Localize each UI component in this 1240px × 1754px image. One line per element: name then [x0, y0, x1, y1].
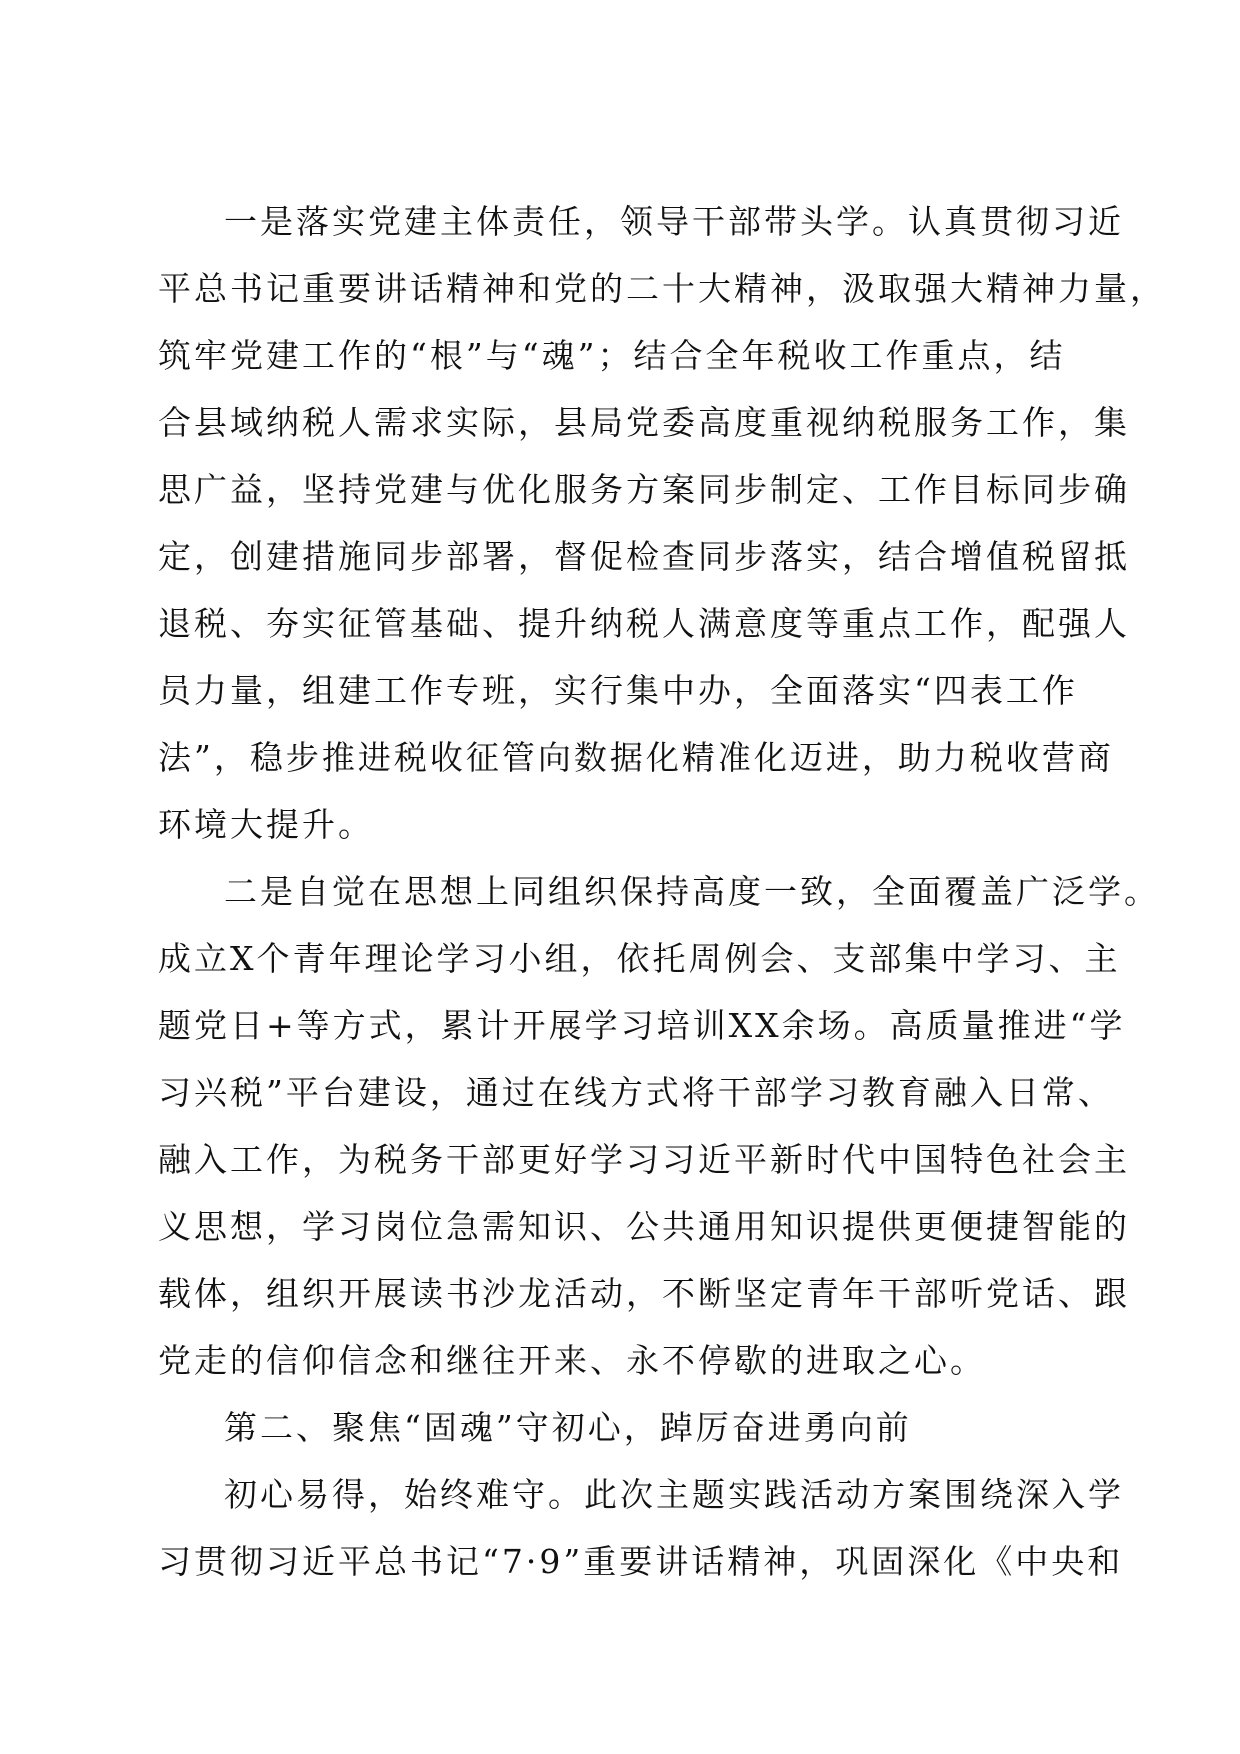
text-line: 一是落实党建主体责任，领导干部带头学。认真贯彻习近: [224, 202, 1124, 241]
text-line: 合县域纳税人需求实际，县局党委高度重视纳税服务工作，集: [158, 403, 1130, 442]
text-line: 二是自觉在思想上同组织保持高度一致，全面覆盖广泛学。: [224, 872, 1160, 911]
text-line: 平总书记重要讲话精神和党的二十大精神，汲取强大精神力量，: [158, 269, 1166, 308]
text-line: 党走的信仰信念和继往开来、永不停歇的进取之心。: [158, 1341, 986, 1380]
text-line: 法”，稳步推进税收征管向数据化精准化迈进，助力税收营商: [158, 738, 1114, 777]
text-line: 环境大提升。: [158, 805, 374, 844]
text-line: 筑牢党建工作的“根”与“魂”；结合全年税收工作重点，结: [158, 336, 1066, 375]
text-line: 习贯彻习近平总书记“7·9”重要讲话精神，巩固深化《中央和: [158, 1542, 1124, 1581]
paragraph-party-building: [158, 188, 1166, 858]
text-line: 思广益，坚持党建与优化服务方案同步制定、工作目标同步确: [158, 470, 1130, 509]
text-line: 题党日+等方式，累计开展学习培训XX余场。高质量推进“学: [158, 1006, 1126, 1045]
section-heading-text: 第二、聚焦“固魂”守初心，踔厉奋进勇向前: [224, 1408, 912, 1447]
text-line: 融入工作，为税务干部更好学习习近平新时代中国特色社会主: [158, 1140, 1130, 1179]
text-line: 习兴税”平台建设，通过在线方式将干部学习教育融入日常、: [158, 1073, 1114, 1112]
text-line: 义思想，学习岗位急需知识、公共通用知识提供更便捷智能的: [158, 1207, 1130, 1246]
text-line: 员力量，组建工作专班，实行集中办，全面落实“四表工作: [158, 671, 1078, 710]
section-heading: [158, 1394, 1094, 1461]
document-body: [158, 188, 1166, 1595]
paragraph-ideological-alignment: [158, 858, 1160, 1394]
text-line: 载体，组织开展读书沙龙活动，不断坚定青年干部听党话、跟: [158, 1274, 1130, 1313]
text-line: 定，创建措施同步部署，督促检查同步落实，结合增值税留抵: [158, 537, 1130, 576]
text-line: 成立X个青年理论学习小组，依托周例会、支部集中学习、主: [158, 939, 1121, 978]
text-line: 退税、夯实征管基础、提升纳税人满意度等重点工作，配强人: [158, 604, 1130, 643]
text-line: 初心易得，始终难守。此次主题实践活动方案围绕深入学: [224, 1475, 1124, 1514]
paragraph-original-aspiration: [158, 1461, 1124, 1595]
